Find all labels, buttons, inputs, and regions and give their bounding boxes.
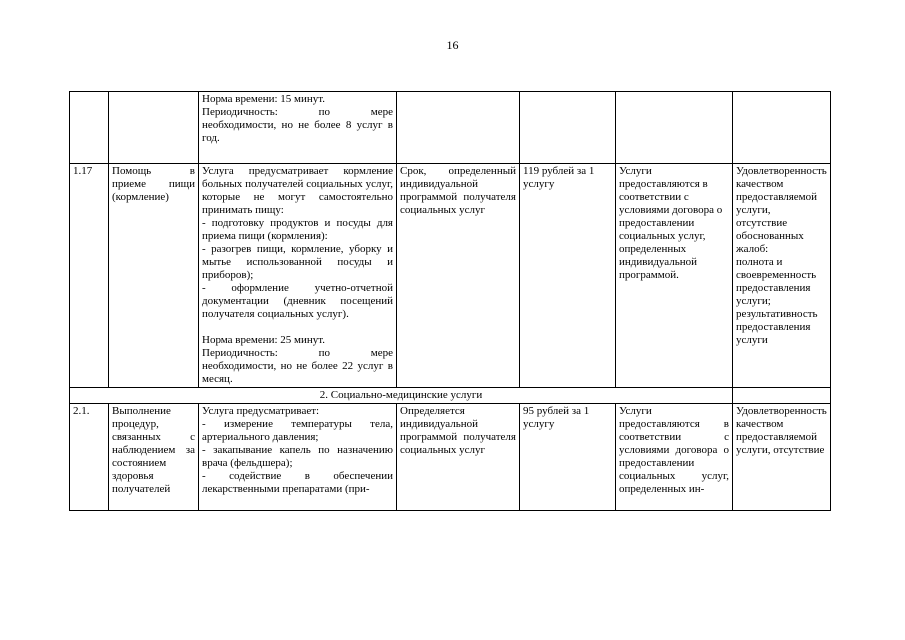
cell-quality: Удовлетворенность качеством предоставляемой услуги, отсутствие bbox=[733, 404, 831, 511]
description-item: - содействие в обеспечении лекарственными препаратами (при- bbox=[202, 470, 393, 495]
cell-service-name bbox=[109, 92, 199, 164]
cell-term: Срок, определенный индивидуальной программой получателя социальных услуг bbox=[397, 164, 520, 388]
cell-quality bbox=[733, 164, 831, 388]
quality-criterion: отсутствие обоснованных жалоб: bbox=[736, 217, 804, 255]
table-row bbox=[70, 92, 831, 164]
cell-conditions bbox=[616, 92, 733, 164]
description-item: - оформление учетно-отчетной документации (дневник посещений получателя социальных услуг). bbox=[202, 282, 393, 320]
page-number: 16 bbox=[446, 38, 459, 52]
description-intro: Услуга предусматривает: bbox=[202, 405, 320, 417]
section-row bbox=[70, 388, 831, 404]
cell-number: 2.1. bbox=[70, 404, 109, 511]
quality-criterion: Удовлетворенность качеством предоставляемой услуги, bbox=[736, 165, 827, 216]
quality-criterion: результативность предоставления услуги bbox=[736, 308, 818, 346]
cell-term bbox=[397, 92, 520, 164]
cell-conditions bbox=[616, 164, 733, 388]
table-row bbox=[70, 164, 831, 388]
cell-quality bbox=[733, 388, 831, 404]
norm-text: Норма времени: 15 минут. bbox=[202, 93, 326, 105]
cell-service-name: Помощь в приеме пищи (кормление) bbox=[109, 164, 199, 388]
periodicity-text: Периодичность: по мере необходимости, но не более 22 услуг в месяц. bbox=[202, 347, 393, 385]
cell-price bbox=[520, 92, 616, 164]
description-intro: Услуга предусматривает кормление больных получателей социальных услуг, которые не могут самостоятельно принимать пищу: bbox=[202, 165, 393, 216]
conditions-text: Услуги предоставляются в соответствии с условиями договора о предоставлении социальных услуг, определенных индивидуальной программой. bbox=[619, 165, 723, 281]
cell-number: 1.17 bbox=[70, 164, 109, 388]
cell-price: 119 рублей за 1 услугу bbox=[520, 164, 616, 388]
cell-quality bbox=[733, 92, 831, 164]
section-title: 2. Социально-медицинские услуги bbox=[70, 388, 733, 404]
description-item: - разогрев пищи, кормление, уборку и мытье использованной посуды и приборов); bbox=[202, 243, 393, 281]
description-item: - подготовку продуктов и посуды для приема пищи (кормления): bbox=[202, 217, 393, 242]
description-item: - измерение температуры тела, артериального давления; bbox=[202, 418, 393, 443]
table-row bbox=[70, 404, 831, 511]
periodicity-text: Периодичность: по мере необходимости, но не более 8 услуг в год. bbox=[202, 106, 393, 144]
cell-description bbox=[199, 92, 397, 164]
quality-criterion: полнота и своевременность предоставления услуги; bbox=[736, 256, 817, 307]
services-table bbox=[69, 91, 831, 511]
cell-description bbox=[199, 164, 397, 388]
cell-service-name: Выполнение процедур, связанных с наблюдением за состоянием здоровья получателей bbox=[109, 404, 199, 511]
cell-number bbox=[70, 92, 109, 164]
cell-conditions: Услуги предоставляются в соответствии с условиями договора о предоставлении социальных услуг, определенных ин- bbox=[616, 404, 733, 511]
cell-description bbox=[199, 404, 397, 511]
description-item: - закапывание капель по назначению врача (фельдшера); bbox=[202, 444, 393, 469]
norm-text: Норма времени: 25 минут. bbox=[202, 334, 326, 346]
cell-price: 95 рублей за 1 услугу bbox=[520, 404, 616, 511]
cell-term: Определяется индивидуальной программой получателя социальных услуг bbox=[397, 404, 520, 511]
